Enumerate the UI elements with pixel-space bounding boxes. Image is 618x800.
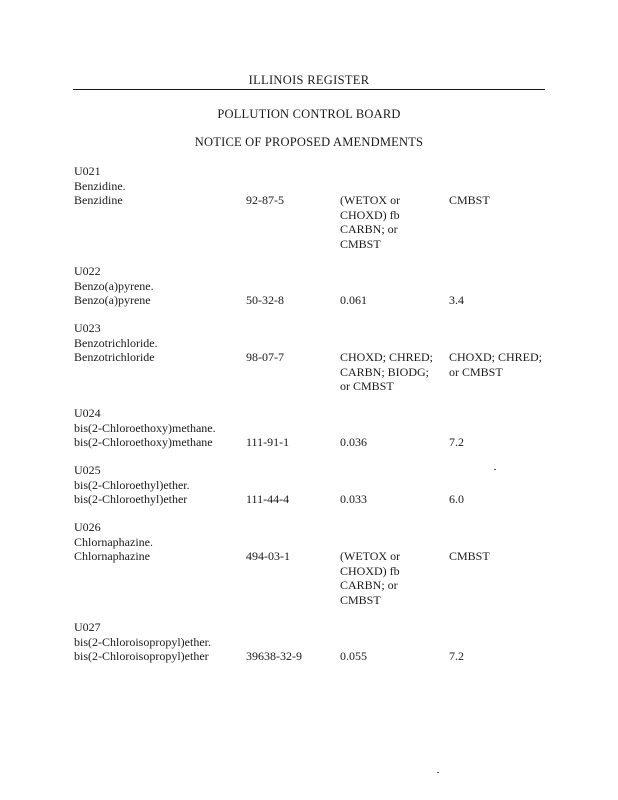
waste-code: U025 <box>74 463 101 477</box>
common-name: Benzotrichloride. <box>74 335 158 350</box>
waste-code: U024 <box>74 406 101 420</box>
wastewater-standard: 0.061 <box>340 293 367 307</box>
constituent-name: Benzidine <box>74 193 123 207</box>
constituent-name: bis(2-Chloroisopropyl)ether <box>74 649 209 663</box>
agency-heading: POLLUTION CONTROL BOARD <box>217 107 401 121</box>
waste-entry-u022 <box>74 264 544 307</box>
waste-entry-u024 <box>74 406 544 449</box>
wastewater-standard: 0.055 <box>340 649 367 663</box>
waste-code: U027 <box>74 620 101 634</box>
nonwastewater-standard: CMBST <box>449 549 490 563</box>
common-name: Chlornaphazine. <box>74 534 153 549</box>
common-name: Benzidine. <box>74 178 126 193</box>
nonwastewater-standard: 3.4 <box>449 293 464 307</box>
waste-code: U026 <box>74 520 101 534</box>
cas-number: 39638-32-9 <box>246 649 302 663</box>
constituent-name: bis(2-Chloroethoxy)methane <box>74 435 213 449</box>
constituent-name: bis(2-Chloroethyl)ether <box>74 492 188 506</box>
notice-heading: NOTICE OF PROPOSED AMENDMENTS <box>194 135 424 149</box>
nonwastewater-standard: 7.2 <box>449 649 464 663</box>
nonwastewater-standard: CMBST <box>449 193 490 207</box>
cas-number: 92-87-5 <box>246 193 284 207</box>
common-name: bis(2-Chloroethyl)ether. <box>74 477 190 492</box>
waste-code: U021 <box>74 164 101 178</box>
cas-number: 98-07-7 <box>246 350 284 364</box>
cas-number: 111-44-4 <box>246 492 290 506</box>
nonwastewater-standard: 7.2 <box>449 435 464 449</box>
cas-number: 494-03-1 <box>246 549 290 563</box>
nonwastewater-standard: 6.0 <box>449 492 464 506</box>
common-name: bis(2-Chloroisopropyl)ether. <box>74 634 211 649</box>
scan-speck <box>437 772 439 773</box>
header-rule <box>73 89 545 90</box>
wastewater-standard: 0.036 <box>340 435 367 449</box>
wastewater-standard: (WETOX or CHOXD) fb CARBN; or CMBST <box>340 549 401 607</box>
scan-speck <box>494 469 496 470</box>
common-name: Benzo(a)pyrene. <box>74 278 154 293</box>
cas-number: 111-91-1 <box>246 435 290 449</box>
waste-entry-u027 <box>74 620 544 663</box>
waste-entry-u021 <box>74 164 544 251</box>
constituent-name: Chlornaphazine <box>74 549 150 563</box>
common-name: bis(2-Chloroethoxy)methane. <box>74 420 216 435</box>
waste-entry-u023 <box>74 321 544 393</box>
constituent-name: Benzotrichloride <box>74 350 155 364</box>
waste-code: U022 <box>74 264 101 278</box>
register-title: ILLINOIS REGISTER <box>248 73 370 87</box>
waste-entry-u025 <box>74 463 544 506</box>
nonwastewater-standard: CHOXD; CHRED; or CMBST <box>449 350 543 379</box>
constituent-name: Benzo(a)pyrene <box>74 293 151 307</box>
cas-number: 50-32-8 <box>246 293 284 307</box>
waste-code: U023 <box>74 321 101 335</box>
wastewater-standard: 0.033 <box>340 492 367 506</box>
waste-entry-u026 <box>74 520 544 607</box>
wastewater-standard: CHOXD; CHRED; CARBN; BIODG; or CMBST <box>340 350 434 393</box>
wastewater-standard: (WETOX or CHOXD) fb CARBN; or CMBST <box>340 193 401 251</box>
